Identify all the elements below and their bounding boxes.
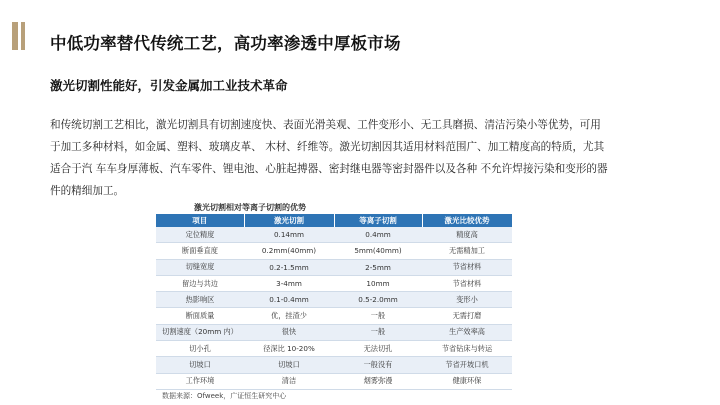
table-cell: 无需打磨 [422,308,512,324]
body-text [50,114,690,202]
body-line: 适合于汽 车车身厚薄板、汽车零件、锂电池、心脏起搏器、密封继电器等密封器件以及各种 不允许焊接污染和变形的器 [50,163,608,175]
body-line: 于加工多种材料，如金属、塑料、玻璃皮革、 木材、纤维等。激光切割因其适用材料范围广、加工精度高的特质，尤其 [50,141,605,153]
table-cell: 10mm [334,275,422,291]
table-cell: 烟雾弥漫 [334,373,422,389]
table-cell: 一般没有 [334,357,422,373]
table-cell: 一般 [334,324,422,340]
table-cell: 热影响区 [156,292,244,308]
table-row [156,308,512,324]
table-header-row [156,214,512,227]
table-cell: 断面质量 [156,308,244,324]
table-cell: 生产效率高 [422,324,512,340]
body-line: 和传统切割工艺相比，激光切割具有切割速度快、表面光滑美观、工件变形小、无工具磨损、清洁污染小等优势，可用 [50,119,601,131]
table-cell: 0.2mm(40mm) [244,243,334,259]
table-cell: 变形小 [422,292,512,308]
table-cell: 节省钻床与转运 [422,341,512,357]
table-cell: 切割速度（20mm 内） [156,324,244,340]
table-cell: 3-4mm [244,275,334,291]
table-cell: 很快 [244,324,334,340]
table-row [156,324,512,340]
table-cell: 0.4mm [334,227,422,243]
slide-title: 中低功率替代传统工艺，高功率渗透中厚板市场 [50,34,401,53]
comparison-table-figure [156,201,512,405]
table-caption: 激光切割相对等离子切割的优势 [194,203,306,212]
table-row [156,341,512,357]
accent-bar [12,22,18,50]
table-cell: 无需精加工 [422,243,512,259]
table-cell: 健康环保 [422,373,512,389]
table-row [156,373,512,389]
table-row [156,275,512,291]
table-header-cell: 项目 [156,214,244,227]
table-cell: 留边与共边 [156,275,244,291]
table-cell: 一般 [334,308,422,324]
table-cell: 断面垂直度 [156,243,244,259]
table-cell: 优，挂渣少 [244,308,334,324]
table-header-cell: 激光切割 [244,214,334,227]
table-cell: 工作环境 [156,373,244,389]
table-cell: 切缝宽度 [156,259,244,275]
table-cell: 切小孔 [156,341,244,357]
table-cell: 0.2-1.5mm [244,259,334,275]
table-cell: 切坡口 [244,357,334,373]
table-cell: 节省开坡口机 [422,357,512,373]
table-row [156,292,512,308]
table-cell: 切坡口 [156,357,244,373]
table-cell: 节省材料 [422,275,512,291]
table-cell: 0.5-2.0mm [334,292,422,308]
table-cell: 节省材料 [422,259,512,275]
table-cell: 2-5mm [334,259,422,275]
table-row [156,243,512,259]
table-cell: 精度高 [422,227,512,243]
table-cell: 0.1-0.4mm [244,292,334,308]
table-cell: 0.14mm [244,227,334,243]
comparison-table [156,214,512,390]
table-row [156,259,512,275]
table-source-note: 数据来源：Ofweek，广证恒生研究中心 [162,391,287,400]
body-line: 件的精细加工。 [50,185,125,197]
table-cell: 清洁 [244,373,334,389]
table-header-cell: 等离子切割 [334,214,422,227]
table-row [156,357,512,373]
accent-bar-thin [21,22,25,50]
table-cell: 无法切孔 [334,341,422,357]
table-cell: 5mm(40mm) [334,243,422,259]
table-cell: 定位精度 [156,227,244,243]
table-cell: 径深比 10-20% [244,341,334,357]
slide-subtitle: 激光切割性能好，引发金属加工业技术革命 [50,78,288,93]
table-header-cell: 激光比较优势 [422,214,512,227]
table-row [156,227,512,243]
